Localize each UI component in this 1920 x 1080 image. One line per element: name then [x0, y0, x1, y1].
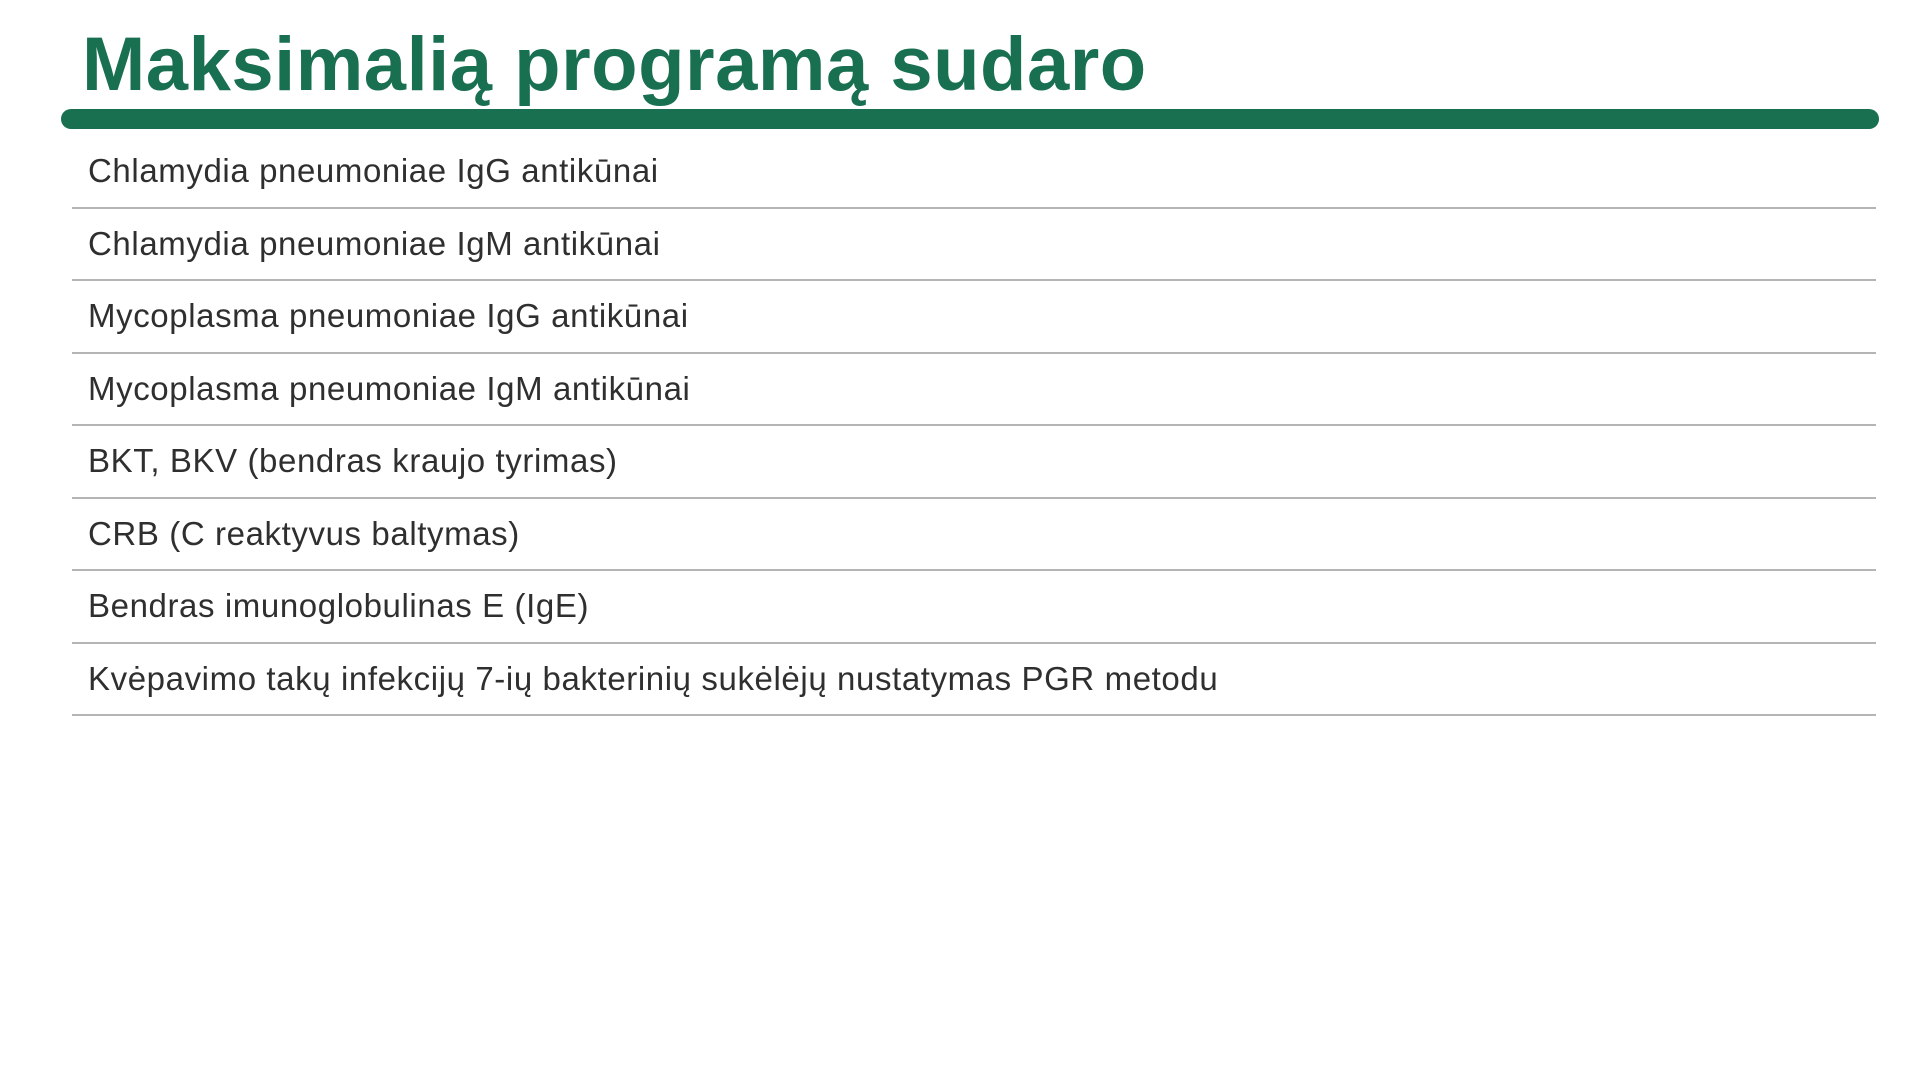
test-list: [72, 136, 1876, 716]
list-item: [72, 281, 1876, 354]
list-item-label: Chlamydia pneumoniae IgG antikūnai: [88, 152, 659, 190]
list-item: [72, 354, 1876, 427]
list-item: [72, 571, 1876, 644]
list-item-label: Kvėpavimo takų infekcijų 7-ių bakterinių sukėlėjų nustatymas PGR metodu: [88, 659, 1219, 697]
slide-title: Maksimalią programą sudaro: [82, 22, 1147, 107]
title-underline-bar: [61, 109, 1879, 129]
list-item: [72, 499, 1876, 572]
list-item-label: Chlamydia pneumoniae IgM antikūnai: [88, 224, 661, 262]
list-item-label: BKT, BKV (bendras kraujo tyrimas): [88, 442, 618, 480]
list-item-label: Mycoplasma pneumoniae IgM antikūnai: [88, 369, 691, 407]
list-item-label: CRB (C reaktyvus baltymas): [88, 514, 520, 552]
list-item-label: Bendras imunoglobulinas E (IgE): [88, 587, 590, 625]
list-item-label: Mycoplasma pneumoniae IgG antikūnai: [88, 297, 689, 335]
list-item: [72, 209, 1876, 282]
list-item: [72, 426, 1876, 499]
list-item: [72, 136, 1876, 209]
list-item: [72, 644, 1876, 717]
